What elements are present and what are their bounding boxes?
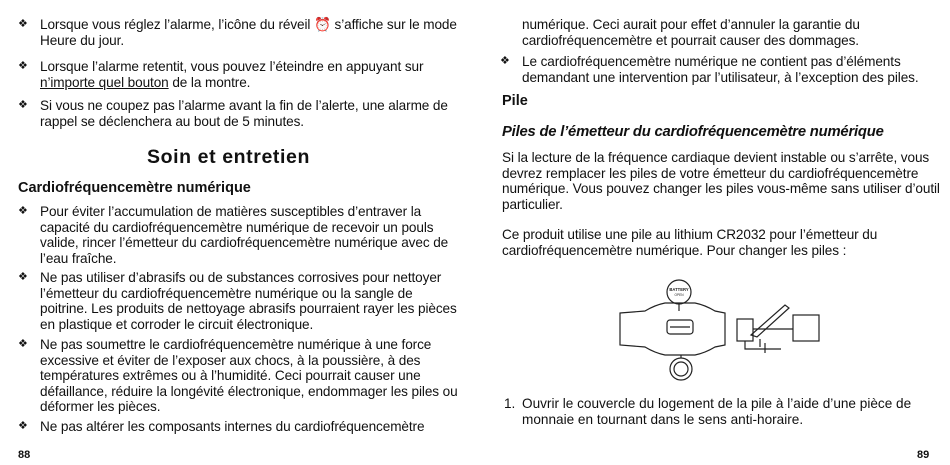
page-number-left: 88 xyxy=(18,449,31,461)
continuation-text: numérique. Ceci aurait pour effet d’annuler la garantie du cardiofréquencemètre et pourrait causer des dommages. xyxy=(522,17,860,48)
underlined-text: n’importe quel bouton xyxy=(40,74,169,90)
battery-subsection-title: Piles de l’émetteur du cardiofréquencemètre numérique xyxy=(502,124,884,140)
coin-tool-illustration xyxy=(737,305,819,353)
battery-section-title: Pile xyxy=(502,93,528,109)
battery-diagram xyxy=(615,275,825,385)
bullet-care-force: ❖ Ne pas soumettre le cardiofréquencemètre numérique à une force excessive et éviter de l’exposer aux chocs, à la poussière, à des températures extrêmes ou à l’humidité. Ceci pourrait causer une défaillance, réduire la longévité électronique, endommager les piles ou déformer les pièces. xyxy=(18,337,458,415)
bullet-care-abrasives: ❖ Ne pas utiliser d’abrasifs ou de substances corrosives pour nettoyer l’émetteur du cardiofréquencemètre numérique ou la sangle de poitrine. Les produits de nettoyage abrasifs pourraient rayer les pièces en plastique et corroder le circuit électronique. xyxy=(18,270,457,332)
bullet-mark: ❖ xyxy=(18,18,28,30)
bullet-care-internal: ❖ Ne pas altérer les composants internes du cardiofréquencemètre xyxy=(18,419,425,434)
bullet-alarm-reminder: ❖ Si vous ne coupez pas l’alarme avant la fin de l’alerte, une alarme de rappel se déclenchera au bout de 5 minutes. xyxy=(18,98,448,129)
bullet-mark: ❖ xyxy=(18,205,28,217)
paragraph-battery-type: Ce produit utilise une pile au lithium CR2032 pour l’émetteur du cardiofréquencemètre numérique. Pour changer les piles : xyxy=(502,227,878,258)
paragraph-battery-replace: Si la lecture de la fréquence cardiaque devient instable ou s’arrête, vous devrez remplacer les piles de votre émetteur du cardiofréquencemètre numérique. Vous pouvez changer les piles vous-même sans utiliser d’outil particulier. xyxy=(502,150,940,212)
step-1: 1. Ouvrir le couvercle du logement de la pile à l’aide d’une pièce de monnaie en tournant dans le sens anti-horaire. xyxy=(504,396,912,427)
section-title: Soin et entretien xyxy=(147,146,310,168)
bullet-mark: ❖ xyxy=(500,55,510,67)
battery-label: BATTERY xyxy=(669,287,689,292)
bullet-alarm-stop: ❖ Lorsque l’alarme retentit, vous pouvez l’éteindre en appuyant sur n’importe quel bouton de la montre. xyxy=(18,59,424,90)
bullet-mark: ❖ xyxy=(18,60,28,72)
bullet-care-rinse: ❖ Pour éviter l’accumulation de matières susceptibles d’entraver la capacité du cardiofréquencemètre numérique de recevoir un pouls valide, rincer l’émetteur du cardiofréquencemètre numérique avec de l’eau fraîche. xyxy=(18,204,449,266)
bullet-alarm-icon: ❖ Lorsque vous réglez l’alarme, l’icône du réveil ⏰ s’affiche sur le mode Heure du jour. xyxy=(18,17,457,48)
subsection-title: Cardiofréquencemètre numérique xyxy=(18,180,251,196)
page-number-right: 89 xyxy=(917,449,930,461)
bullet-mark: ❖ xyxy=(18,338,28,350)
bullet-mark: ❖ xyxy=(18,99,28,111)
bullet-no-service-parts: ❖ Le cardiofréquencemètre numérique ne contient pas d’éléments demandant une intervention par l’utilisateur, à l’exception des piles. xyxy=(500,54,919,85)
transmitter-illustration xyxy=(620,280,725,380)
bullet-mark: ❖ xyxy=(18,420,28,432)
open-label: OPEN xyxy=(674,293,684,297)
step-number: 1. xyxy=(504,396,516,411)
bullet-mark: ❖ xyxy=(18,271,28,283)
